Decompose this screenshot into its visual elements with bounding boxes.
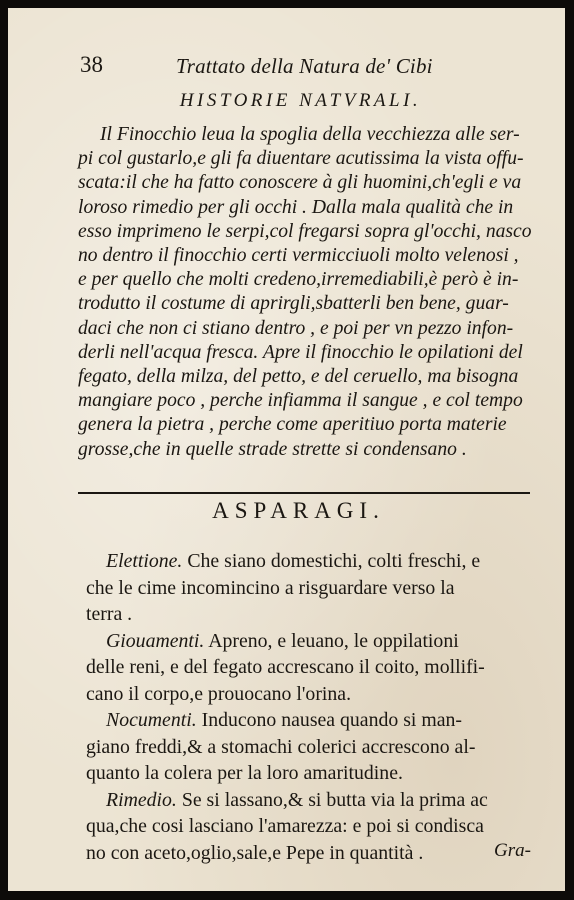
text-line: daci che non ci stiano dentro , e poi per vn pezzo infon- — [78, 317, 514, 339]
page-number: 38 — [80, 52, 103, 77]
text-line: che le cime incomincino a risguardare verso la — [86, 576, 455, 599]
text-line: genera la pietra , perche come aperitiuo porta materie — [78, 414, 507, 436]
text-line: delle reni, e del fegato accrescano il coito, mollifi- — [86, 656, 485, 678]
text-line: e per quello che molti credeno,irremediabili,è però è in- — [78, 269, 519, 291]
text-line: cano il corpo,e prouocano l'orina. — [86, 682, 352, 705]
text-line: Il Finocchio leua la spoglia della vecchiezza alle ser- — [100, 124, 520, 145]
text-line: esso imprimeno le serpi,col fregarsi sopra gl'occhi, nasco — [78, 220, 532, 242]
elettione-line — [86, 548, 541, 575]
elettione-label: Elettione. — [106, 550, 183, 572]
text-line: trodutto il costume di aprirgli,sbatterli ben bene, guar- — [78, 293, 509, 315]
asparagi-heading: ASPARAGI. — [212, 498, 385, 523]
horizontal-rule — [78, 492, 530, 494]
asparagi-body — [86, 548, 541, 866]
nocumenti-line — [86, 707, 541, 734]
giouamenti-label: Giouamenti. — [106, 629, 205, 652]
rimedio-line — [86, 787, 541, 814]
text-line: giano freddi,& a stomachi colerici accrescono al- — [86, 735, 476, 758]
text-line: Che siano domestichi, colti freschi, e — [187, 550, 481, 572]
catchword: Gra- — [494, 840, 531, 861]
book-page — [8, 8, 565, 891]
text-line: no dentro il finocchio certi vermicciuoli molto velenosi , — [78, 245, 519, 267]
text-line: grosse,che in quelle strade strette si condensano . — [78, 438, 467, 460]
text-line: quanto la colera per la loro amaritudine. — [86, 762, 403, 784]
text-line: Apreno, e leuano, le oppilationi — [208, 629, 459, 652]
giouamenti-line — [86, 628, 541, 655]
text-line: fegato, della milza, del petto, e del ceruello, ma bisogna — [78, 366, 519, 388]
section-heading: HISTORIE NATVRALI. — [179, 90, 422, 111]
text-line: Se si lassano,& si butta via la prima ac — [181, 788, 488, 811]
text-line: scata:il che ha fatto conoscere à gli huomini,ch'egli e va — [78, 172, 522, 194]
natural-history-paragraph — [78, 123, 536, 462]
text-line: pi col gustarlo,e gli fa diuentare acutissima la vista offu- — [78, 148, 524, 170]
running-title: Trattato della Natura de' Cibi — [176, 54, 433, 78]
nocumenti-label: Nocumenti. — [106, 709, 197, 731]
text-line: no con aceto,oglio,sale,e Pepe in quantità . — [86, 841, 424, 864]
text-line: Inducono nausea quando si man- — [201, 709, 462, 731]
text-line: derli nell'acqua fresca. Apre il finocchio le opilationi del — [78, 341, 523, 363]
text-line: mangiare poco , perche infiamma il sangue , e col tempo — [78, 390, 523, 412]
page-header — [80, 52, 495, 82]
text-line: qua,che cosi lasciano l'amarezza: e poi si condisca — [86, 815, 484, 837]
rimedio-label: Rimedio. — [106, 788, 177, 811]
text-line: terra . — [86, 603, 133, 625]
text-line: loroso rimedio per gli occhi . Dalla mala qualità che in — [78, 196, 514, 218]
